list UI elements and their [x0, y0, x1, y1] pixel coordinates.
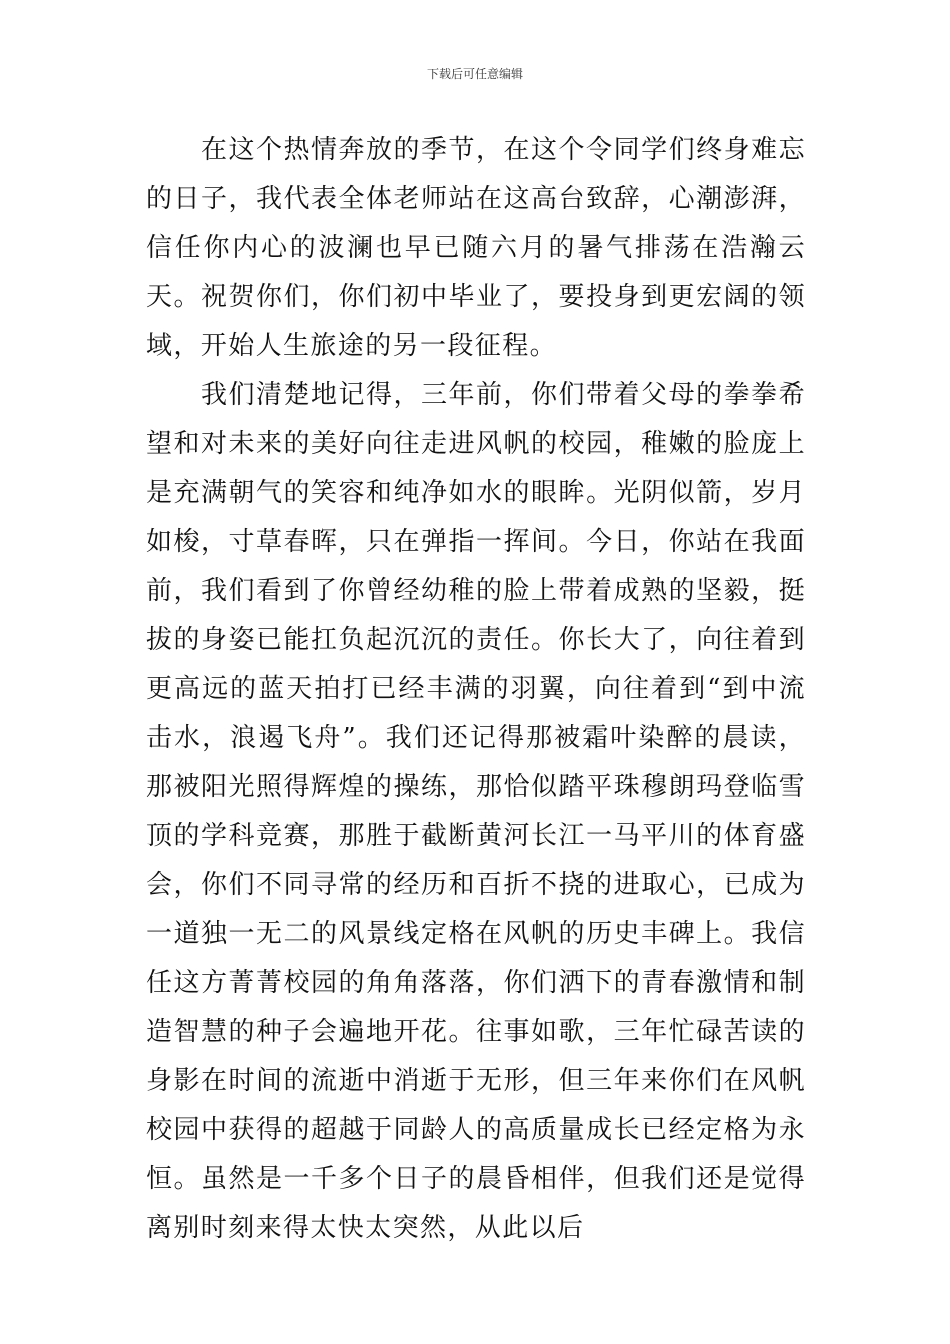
- page-header: 下载后可任意编辑: [426, 67, 523, 81]
- document-body: [146, 126, 806, 1253]
- paragraph-1: 在这个热情奔放的季节，在这个令同学们终身难忘的日子，我代表全体老师站在这高台致辞，心潮澎湃，信任你内心的波澜也早已随六月的暑气排荡在浩瀚云天。祝贺你们，你们初中毕业了，要投身到更宏阔的领域，开始人生旅途的另一段征程。: [146, 135, 806, 361]
- paragraph-2: 我们清楚地记得，三年前，你们带着父母的拳拳希望和对未来的美好向往走进风帆的校园，稚嫩的脸庞上是充满朝气的笑容和纯净如水的眼眸。光阴似箭，岁月如梭，寸草春晖，只在弹指一挥间。今日，你站在我面前，我们看到了你曾经幼稚的脸上带着成熟的坚毅，挺拔的身姿已能扛负起沉沉的责任。你长大了，向往着到更高远的蓝天拍打已经丰满的羽翼，向往着到“到中流击水，浪遏飞舟”。我们还记得那被霜叶染醉的晨读，那被阳光照得辉煌的操练，那恰似踏平珠穆朗玛登临雪顶的学科竞赛，那胜于截断黄河长江一马平川的体育盛会，你们不同寻常的经历和百折不挠的进取心，已成为一道独一无二的风景线定格在风帆的历史丰碑上。我信任这方菁菁校园的角角落落，你们洒下的青春激情和制造智慧的种子会遍地开花。往事如歌，三年忙碌苦读的身影在时间的流逝中消逝于无形，但三年来你们在风帆校园中获得的超越于同龄人的高质量成长已经定格为永恒。虽然是一千多个日子的晨昏相伴，但我们还是觉得离别时刻来得太快太突然，从此以后: [146, 380, 806, 1243]
